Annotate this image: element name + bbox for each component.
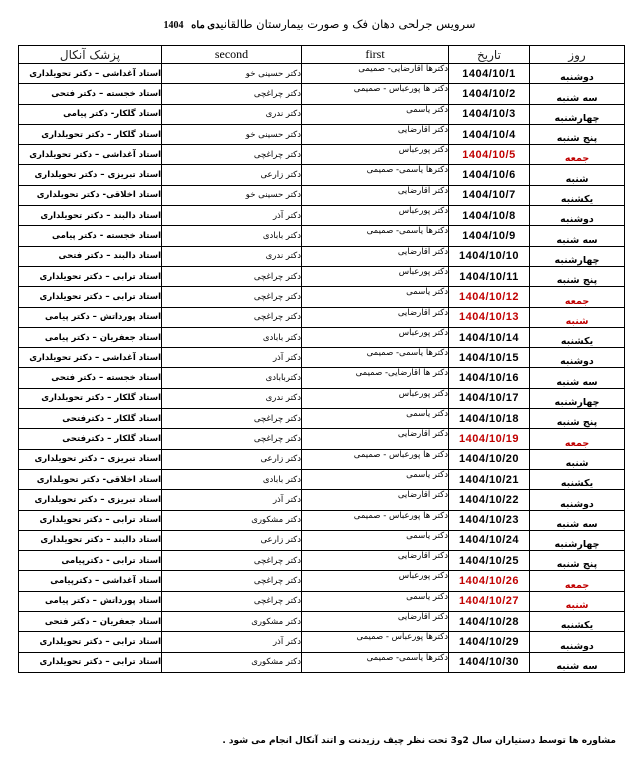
page-title bbox=[0, 16, 639, 34]
day-cell: یکشنبه bbox=[530, 469, 625, 489]
second-cell: دکتر چراغچی bbox=[162, 266, 302, 286]
first-cell: دکتر یاسمی bbox=[302, 409, 449, 429]
date-cell: 1404/10/25 bbox=[449, 551, 530, 571]
day-cell: سه شنبه bbox=[530, 510, 625, 530]
second-cell: دکتربابادی bbox=[162, 368, 302, 388]
second-cell: دکتر حسینی خو bbox=[162, 185, 302, 205]
day-cell: جمعه bbox=[530, 287, 625, 307]
day-cell: دوشنبه bbox=[530, 206, 625, 226]
table-row bbox=[19, 449, 625, 469]
day-cell: شنبه bbox=[530, 307, 625, 327]
date-cell: 1404/10/26 bbox=[449, 571, 530, 591]
date-cell: 1404/10/27 bbox=[449, 591, 530, 611]
day-cell: یکشنبه bbox=[530, 327, 625, 347]
schedule-table bbox=[18, 45, 625, 673]
day-cell: یکشنبه bbox=[530, 612, 625, 632]
table-row bbox=[19, 165, 625, 185]
day-cell: سه شنبه bbox=[530, 652, 625, 672]
first-cell: دکترها آقارضایی- صمیمی bbox=[302, 64, 449, 84]
second-cell: دکتر آذر bbox=[162, 348, 302, 368]
second-cell: دکتر آذر bbox=[162, 632, 302, 652]
date-cell: 1404/10/22 bbox=[449, 490, 530, 510]
first-cell: دکترها یاسمی- صمیمی bbox=[302, 226, 449, 246]
oncall-cell: استاد خجسته – دکتر فتحی bbox=[19, 84, 162, 104]
table-row bbox=[19, 348, 625, 368]
oncall-cell: استاد ترابی – دکتر تحویلداری bbox=[19, 287, 162, 307]
first-cell: دکتر یاسمی bbox=[302, 287, 449, 307]
first-cell: دکتر ها پورعباس - صمیمی bbox=[302, 84, 449, 104]
header-row bbox=[19, 46, 625, 64]
table-row bbox=[19, 368, 625, 388]
first-cell: دکتر آقارضایی bbox=[302, 612, 449, 632]
oncall-cell: استاد ترابی – دکتر تحویلداری bbox=[19, 510, 162, 530]
second-cell: دکتر ندری bbox=[162, 246, 302, 266]
oncall-cell: استاد دالبند – دکتر فتحی bbox=[19, 246, 162, 266]
oncall-cell: استاد پورداتش – دکتر پیامی bbox=[19, 591, 162, 611]
second-cell: دکتر آذر bbox=[162, 490, 302, 510]
oncall-cell: استاد خجسته - دکتر پیامی bbox=[19, 226, 162, 246]
second-cell: دکتر چراغچی bbox=[162, 571, 302, 591]
table-row bbox=[19, 490, 625, 510]
oncall-cell: استاد ترابی – دکتر تحویلداری bbox=[19, 266, 162, 286]
date-cell: 1404/10/4 bbox=[449, 124, 530, 144]
oncall-cell: استاد دالبند – دکتر تحویلداری bbox=[19, 206, 162, 226]
second-cell: دکتر زارعی bbox=[162, 449, 302, 469]
day-cell: جمعه bbox=[530, 145, 625, 165]
oncall-cell: استاد آغداشی – دکتر تحویلداری bbox=[19, 64, 162, 84]
second-cell: دکتر بابادی bbox=[162, 469, 302, 489]
table-row bbox=[19, 591, 625, 611]
table-row bbox=[19, 530, 625, 550]
second-cell: دکتر زارعی bbox=[162, 165, 302, 185]
day-cell: سه شنبه bbox=[530, 368, 625, 388]
table-row bbox=[19, 145, 625, 165]
date-cell: 1404/10/15 bbox=[449, 348, 530, 368]
day-cell: پنج شنبه bbox=[530, 551, 625, 571]
first-cell: دکتر آقارضایی bbox=[302, 551, 449, 571]
date-cell: 1404/10/8 bbox=[449, 206, 530, 226]
first-cell: دکتر یاسمی bbox=[302, 530, 449, 550]
title-main: سرویس جرلحی دهان فک و صورت بیمارستان طالقانی bbox=[220, 17, 476, 31]
oncall-cell: استاد آغداشی – دکتر تحویلداری bbox=[19, 348, 162, 368]
date-cell: 1404/10/16 bbox=[449, 368, 530, 388]
first-cell: دکتر پورعباس bbox=[302, 266, 449, 286]
day-cell: چهارشنبه bbox=[530, 388, 625, 408]
second-cell: دکتر مشکوری bbox=[162, 612, 302, 632]
table-row bbox=[19, 206, 625, 226]
oncall-cell: استاد تبریزی – دکتر تحویلداری bbox=[19, 165, 162, 185]
table-row bbox=[19, 652, 625, 672]
table-row bbox=[19, 104, 625, 124]
day-cell: چهارشنبه bbox=[530, 530, 625, 550]
second-cell: دکتر مشکوری bbox=[162, 652, 302, 672]
table-row bbox=[19, 84, 625, 104]
first-cell: دکتر پورعباس bbox=[302, 145, 449, 165]
date-cell: 1404/10/19 bbox=[449, 429, 530, 449]
second-cell: دکتر آذر bbox=[162, 206, 302, 226]
oncall-cell: استاد آغداشی – دکتر تحویلداری bbox=[19, 145, 162, 165]
date-cell: 1404/10/7 bbox=[449, 185, 530, 205]
day-cell: چهارشنبه bbox=[530, 246, 625, 266]
first-cell: دکتر ها آقارضایی- صمیمی bbox=[302, 368, 449, 388]
table-row bbox=[19, 551, 625, 571]
oncall-cell: استاد گلکار – دکتر تحویلداری bbox=[19, 124, 162, 144]
oncall-cell: استاد ترابی – دکتر تحویلداری bbox=[19, 652, 162, 672]
first-cell: دکتر پورعباس bbox=[302, 206, 449, 226]
date-cell: 1404/10/24 bbox=[449, 530, 530, 550]
second-cell: دکتر چراغچی bbox=[162, 409, 302, 429]
oncall-cell: استاد آغداشی – دکترپیامی bbox=[19, 571, 162, 591]
header-day: روز bbox=[530, 46, 625, 64]
second-cell: دکتر حسینی خو bbox=[162, 124, 302, 144]
table-row bbox=[19, 469, 625, 489]
table-row bbox=[19, 429, 625, 449]
table-row bbox=[19, 185, 625, 205]
date-cell: 1404/10/10 bbox=[449, 246, 530, 266]
first-cell: دکتر پورعباس bbox=[302, 327, 449, 347]
date-cell: 1404/10/18 bbox=[449, 409, 530, 429]
first-cell: دکتر آقارضایی bbox=[302, 124, 449, 144]
day-cell: پنج شنبه bbox=[530, 124, 625, 144]
second-cell: دکتر بابادی bbox=[162, 226, 302, 246]
first-cell: دکتر ها پورعباس - صمیمی bbox=[302, 449, 449, 469]
date-cell: 1404/10/2 bbox=[449, 84, 530, 104]
date-cell: 1404/10/21 bbox=[449, 469, 530, 489]
day-cell: پنج شنبه bbox=[530, 266, 625, 286]
day-cell: شنبه bbox=[530, 165, 625, 185]
date-cell: 1404/10/1 bbox=[449, 64, 530, 84]
day-cell: جمعه bbox=[530, 571, 625, 591]
title-month: دی ماه bbox=[191, 20, 221, 31]
date-cell: 1404/10/28 bbox=[449, 612, 530, 632]
day-cell: چهارشنبه bbox=[530, 104, 625, 124]
date-cell: 1404/10/3 bbox=[449, 104, 530, 124]
oncall-cell: استاد جعفریان – دکتر فتحی bbox=[19, 612, 162, 632]
date-cell: 1404/10/30 bbox=[449, 652, 530, 672]
day-cell: دوشنبه bbox=[530, 632, 625, 652]
table-row bbox=[19, 388, 625, 408]
first-cell: دکترها یاسمی- صمیمی bbox=[302, 652, 449, 672]
oncall-cell: استاد دالبند – دکتر تحویلداری bbox=[19, 530, 162, 550]
table-row bbox=[19, 124, 625, 144]
date-cell: 1404/10/5 bbox=[449, 145, 530, 165]
oncall-cell: استاد ترابی – دکتر تحویلداری bbox=[19, 632, 162, 652]
table-row bbox=[19, 266, 625, 286]
table-row bbox=[19, 632, 625, 652]
first-cell: دکتر آقارضایی bbox=[302, 246, 449, 266]
oncall-cell: استاد اخلاقی- دکتر تحویلداری bbox=[19, 185, 162, 205]
oncall-cell: استاد گلکار- دکتر پیامی bbox=[19, 104, 162, 124]
first-cell: دکترها یاسمی- صمیمی bbox=[302, 348, 449, 368]
second-cell: دکتر چراغچی bbox=[162, 84, 302, 104]
day-cell: شنبه bbox=[530, 449, 625, 469]
second-cell: دکتر ندری bbox=[162, 104, 302, 124]
day-cell: دوشنبه bbox=[530, 64, 625, 84]
header-first: first bbox=[302, 46, 449, 64]
table-row bbox=[19, 571, 625, 591]
day-cell: شنبه bbox=[530, 591, 625, 611]
first-cell: دکتر پورعباس bbox=[302, 388, 449, 408]
day-cell: دوشنبه bbox=[530, 490, 625, 510]
second-cell: دکتر چراغچی bbox=[162, 307, 302, 327]
oncall-cell: استاد پورداتش – دکتر پیامی bbox=[19, 307, 162, 327]
table-row bbox=[19, 226, 625, 246]
oncall-cell: استاد گلکار – دکتر تحویلداری bbox=[19, 388, 162, 408]
first-cell: دکترها یاسمی- صمیمی bbox=[302, 165, 449, 185]
first-cell: دکتر آقارضایی bbox=[302, 307, 449, 327]
oncall-cell: استاد گلکار – دکترفتحی bbox=[19, 429, 162, 449]
second-cell: دکتر چراغچی bbox=[162, 591, 302, 611]
second-cell: دکتر چراغچی bbox=[162, 551, 302, 571]
first-cell: دکتر یاسمی bbox=[302, 104, 449, 124]
first-cell: دکتر ها پورعباس - صمیمی bbox=[302, 510, 449, 530]
table-row bbox=[19, 409, 625, 429]
second-cell: دکتر حسینی خو bbox=[162, 64, 302, 84]
header-oncall: پزشک آنکال bbox=[19, 46, 162, 64]
day-cell: پنج شنبه bbox=[530, 409, 625, 429]
table-row bbox=[19, 612, 625, 632]
date-cell: 1404/10/14 bbox=[449, 327, 530, 347]
second-cell: دکتر بابادی bbox=[162, 327, 302, 347]
table-row bbox=[19, 246, 625, 266]
day-cell: سه شنبه bbox=[530, 226, 625, 246]
day-cell: سه شنبه bbox=[530, 84, 625, 104]
first-cell: دکترها پورعباس - صمیمی bbox=[302, 632, 449, 652]
oncall-cell: استاد جعفریان – دکتر پیامی bbox=[19, 327, 162, 347]
header-second: second bbox=[162, 46, 302, 64]
oncall-cell: استاد گلکار – دکترفتحی bbox=[19, 409, 162, 429]
second-cell: دکتر چراغچی bbox=[162, 145, 302, 165]
oncall-cell: استاد خجسته – دکتر فتحی bbox=[19, 368, 162, 388]
date-cell: 1404/10/17 bbox=[449, 388, 530, 408]
first-cell: دکتر یاسمی bbox=[302, 469, 449, 489]
table-row bbox=[19, 287, 625, 307]
header-date: تاریخ bbox=[449, 46, 530, 64]
first-cell: دکتر پورعباس bbox=[302, 571, 449, 591]
table-row bbox=[19, 64, 625, 84]
second-cell: دکتر چراغچی bbox=[162, 429, 302, 449]
table-row bbox=[19, 307, 625, 327]
table-row bbox=[19, 327, 625, 347]
oncall-cell: استاد ترابی - دکترپیامی bbox=[19, 551, 162, 571]
first-cell: دکتر آقارضایی bbox=[302, 490, 449, 510]
second-cell: دکتر مشکوری bbox=[162, 510, 302, 530]
second-cell: دکتر ندری bbox=[162, 388, 302, 408]
first-cell: دکتر آقارضایی bbox=[302, 429, 449, 449]
date-cell: 1404/10/29 bbox=[449, 632, 530, 652]
day-cell: دوشنبه bbox=[530, 348, 625, 368]
footer-note: مشاوره ها توسط دستیاران سال 2و3 تحت نظر چیف رزیدنت و اتند آنکال انجام می شود . bbox=[222, 736, 616, 746]
oncall-cell: استاد تبریزی – دکتر تحویلداری bbox=[19, 449, 162, 469]
date-cell: 1404/10/13 bbox=[449, 307, 530, 327]
oncall-cell: استاد تبریزی – دکتر تحویلداری bbox=[19, 490, 162, 510]
schedule-body bbox=[19, 64, 625, 673]
first-cell: دکتر آقارضایی bbox=[302, 185, 449, 205]
date-cell: 1404/10/12 bbox=[449, 287, 530, 307]
oncall-cell: استاد اخلاقی- دکتر تحویلداری bbox=[19, 469, 162, 489]
second-cell: دکتر زارعی bbox=[162, 530, 302, 550]
date-cell: 1404/10/9 bbox=[449, 226, 530, 246]
day-cell: جمعه bbox=[530, 429, 625, 449]
date-cell: 1404/10/11 bbox=[449, 266, 530, 286]
day-cell: یکشنبه bbox=[530, 185, 625, 205]
date-cell: 1404/10/6 bbox=[449, 165, 530, 185]
second-cell: دکتر چراغچی bbox=[162, 287, 302, 307]
date-cell: 1404/10/23 bbox=[449, 510, 530, 530]
table-row bbox=[19, 510, 625, 530]
date-cell: 1404/10/20 bbox=[449, 449, 530, 469]
first-cell: دکتر یاسمی bbox=[302, 591, 449, 611]
title-year: 1404 bbox=[163, 20, 184, 31]
